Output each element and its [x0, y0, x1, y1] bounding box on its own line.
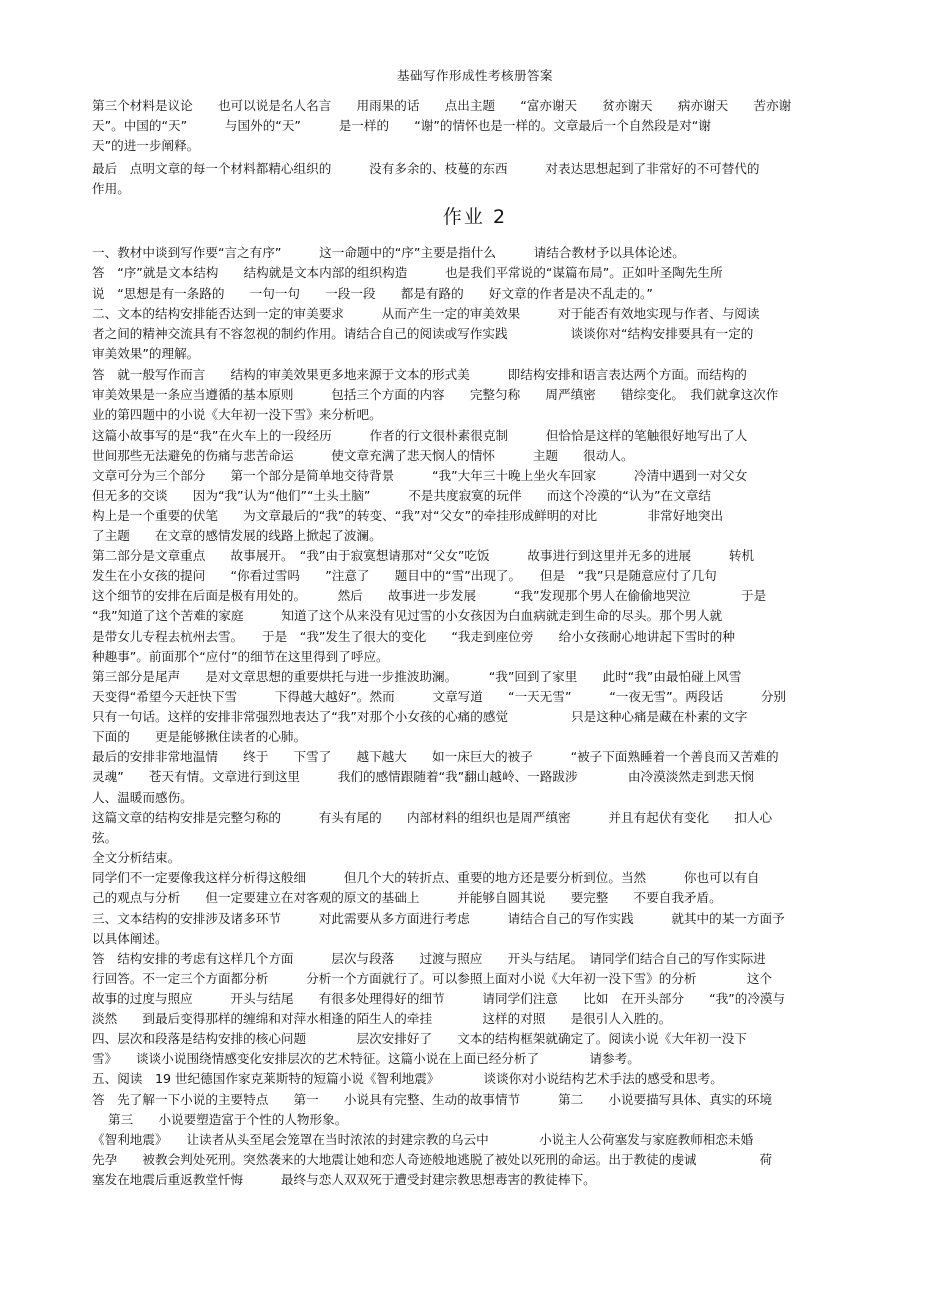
text-line: 答 “序”就是文本结构 结构就是文本内部的组织构造 也是我们平常说的“谋篇布局”。正如叶圣陶先生所: [92, 265, 723, 280]
text-line: “我”知道了这个苦难的家庭 知道了这个从来没有见过雪的小女孩因为白血病就走到生命的尽头。那个男人就: [92, 608, 723, 623]
text-line: 弦。: [92, 830, 118, 845]
text-line: 第三部分是尾声 是对文章思想的重要烘托与进一步推波助澜。 “我”回到了家里 此时“我”由最怕碰上风雪: [92, 669, 742, 684]
text-line: 以具体阐述。: [92, 931, 168, 946]
text-line: 文章可分为三个部分 第一个部分是简单地交待背景 “我”大年三十晚上坐火车回家 冷清中遇到一对父女: [92, 468, 748, 483]
text-line: 同学们不一定要像我这样分析得这般细 但几个大的转折点、重要的地方还是要分析到位。当然 你也可以有自: [92, 870, 760, 885]
text-line: 答 就一般写作而言 结构的审美效果更多地来源于文本的形式美 即结构安排和语言表达两个方面。而结构的: [92, 367, 747, 382]
text-line: 天变得“希望今天赶快下雪 下得越大越好”。然而 文章写道 “一天无雪” “一夜无雪”。两段话 分别: [92, 689, 787, 704]
text-line: 世间那些无法避免的伤痛与悲苦命运 使文章充满了悲天悯人的情怀 主题 很动人。: [92, 448, 634, 463]
text-line: 故事的过度与照应 开头与结尾 有很多处理得好的细节 请同学们注意 比如 在开头部分 “我”的冷漠与: [92, 991, 786, 1006]
text-line: 第三 小说要塑造富于个性的人物形象。: [108, 1112, 348, 1127]
text-line: 塞发在地震后重返教堂忏悔 最终与恋人双双死于遭受封建宗教思想毒害的教徒棒下。: [92, 1172, 596, 1187]
text-line: 作用。: [92, 181, 130, 196]
text-line: 但无多的交谈 因为“我”认为“他们”“土头土脑” 不是共度寂寞的玩伴 而这个冷漠的“认为”在文章结: [92, 488, 711, 503]
text-line: 者之间的精神交流具有不容忽视的制约作用。请结合自己的阅读或写作实践 谈谈你对“结构安排要具有一定的: [92, 326, 754, 341]
text-line: 五、阅读 19 世纪德国作家克莱斯特的短篇小说《智利地震》 谈谈你对小说结构艺术手法的感受和思考。: [92, 1071, 723, 1086]
text-line: 二、文本的结构安排能否达到一定的审美要求 从而产生一定的审美效果 对于能否有效地实现与作者、与阅读: [92, 306, 760, 321]
text-line: 了主题 在文章的感情发展的线路上掀起了波澜。: [92, 528, 382, 543]
text-line: 四、层次和段落是结构安排的核心问题 层次安排好了 文本的结构框架就确定了。阅读小说《大年初一没下: [92, 1031, 747, 1046]
text-line: 己的观点与分析 但一定要建立在对客观的原文的基础上 并能够自圆其说 要完整 不要自我矛盾。: [92, 890, 722, 905]
text-line: 这篇文章的结构安排是完整匀称的 有头有尾的 内部材料的组织也是周严缜密 并且有起伏有变化 扣人心: [92, 810, 773, 825]
text-line: 一、教材中谈到写作要“言之有序” 这一命题中的“序”主要是指什么 请结合教材予以具体论述。: [92, 245, 685, 260]
text-line: 是带女儿专程去杭州去雪。 于是 “我”发生了很大的变化 “我走到座位旁 给小女孩耐心地讲起下雪时的种: [92, 629, 735, 644]
text-line: 最后的安排非常地温情 终于 下雪了 越下越大 如一床巨大的被子 “被子下面熟睡着一个善良而又苦难的: [92, 749, 779, 764]
text-line: 第三个材料是议论 也可以说是名人名言 用雨果的话 点出主题 “富亦谢天 贫亦谢天 病亦谢天 苦亦谢: [92, 98, 792, 113]
document-header: 基础写作形成性考核册答案: [396, 68, 553, 83]
text-line: 全文分析结束。: [92, 850, 181, 865]
text-line: 第二部分是文章重点 故事展开。 “我”由于寂寞想请那对“父女”吃饭 故事进行到这里并无多的进展 转机: [92, 548, 755, 563]
text-line: 人、温暖而感伤。: [92, 790, 193, 805]
text-line: 业的第四题中的小说《大年初一没下雪》来分析吧。: [92, 407, 382, 422]
text-line: 灵魂” 苍天有情。文章进行到这里 我们的感情跟随着“我”翻山越岭、一路跋涉 由冷漠淡然走到悲天悯: [92, 769, 754, 784]
text-line: 雪》 谈谈小说围绕情感变化安排层次的艺术特征。这篇小说在上面已经分析了 请参考。: [92, 1051, 640, 1066]
text-line: 种趣事”。前面那个“应付”的细节在这里得到了呼应。: [92, 649, 389, 664]
text-line: 天”。中国的“天” 与国外的“天” 是一样的 “谢”的情怀也是一样的。文章最后一个自然段是对“谢: [92, 118, 711, 133]
text-line: 构上是一个重要的伏笔 为文章最后的“我”的转变、“我”对“父女”的牵挂形成鲜明的对比 非常好地突出: [92, 508, 724, 523]
text-line: 答 先了解一下小说的主要特点 第一 小说具有完整、生动的故事情节 第二 小说要描写具体、真实的环境: [92, 1092, 773, 1107]
text-line: 发生在小女孩的提问 “你看过雪吗 ”注意了 题目中的“雪”出现了。 但是 “我”只是随意应付了几句: [92, 568, 717, 583]
text-line: 行回答。不一定三个方面都分析 分析一个方面就行了。可以参照上面对小说《大年初一没下雪》的分析 这个: [92, 971, 773, 986]
text-line: 天”的进一步阐释。: [92, 138, 200, 153]
text-line: 审美效果”的理解。: [92, 346, 200, 361]
text-line: 淡然 到最后变得那样的缠绵和对萍水相逢的陌生人的牵挂 这样的对照 是很引人入胜的。: [92, 1011, 672, 1026]
text-line: 先孕 被教会判处死刑。突然袭来的大地震让她和恋人奇迹般地逃脱了被处以死刑的命运。出于教徒的虔诚 荷: [92, 1152, 773, 1167]
text-line: 审美效果是一条应当遵循的基本原则 包括三个方面的内容 完整匀称 周严缜密 错综变化。 我们就拿这次作: [92, 387, 779, 402]
text-line: 答 结构安排的考虑有这样几个方面 层次与段落 过渡与照应 开头与结尾。 请同学们结合自己的写作实际进: [92, 951, 766, 966]
section-title: 作业 2: [442, 206, 508, 228]
text-line: 下面的 更是能够揪住读者的心肺。: [92, 729, 307, 744]
text-line: 这个细节的安排在后面是极有用处的。 然后 故事进一步发展 “我”发现那个男人在偷偷地哭泣 于是: [92, 588, 767, 603]
text-line: 《智利地震》 让读者从头至尾会笼罩在当时浓浓的封建宗教的乌云中 小说主人公荷塞发与家庭教师相恋未婚: [92, 1132, 754, 1147]
text-line: 只有一句话。这样的安排非常强烈地表达了“我”对那个小女孩的心痛的感觉 只是这种心痛是藏在朴素的文字: [92, 709, 748, 724]
text-line: 最后 点明文章的每一个材料都精心组织的 没有多余的、枝蔓的东西 对表达思想起到了非常好的不可替代的: [92, 161, 760, 176]
text-line: 三、文本结构的安排涉及诸多环节 对此需要从多方面进行考虑 请结合自己的写作实践 就其中的某一方面予: [92, 911, 785, 926]
text-line: 这篇小故事写的是“我”在火车上的一段经历 作者的行文很朴素很克制 但恰恰是这样的笔触很好地写出了人: [92, 428, 748, 443]
text-line: 说 “思想是有一条路的 一句一句 一段一段 都是有路的 好文章的作者是决不乱走的。”: [92, 286, 653, 301]
